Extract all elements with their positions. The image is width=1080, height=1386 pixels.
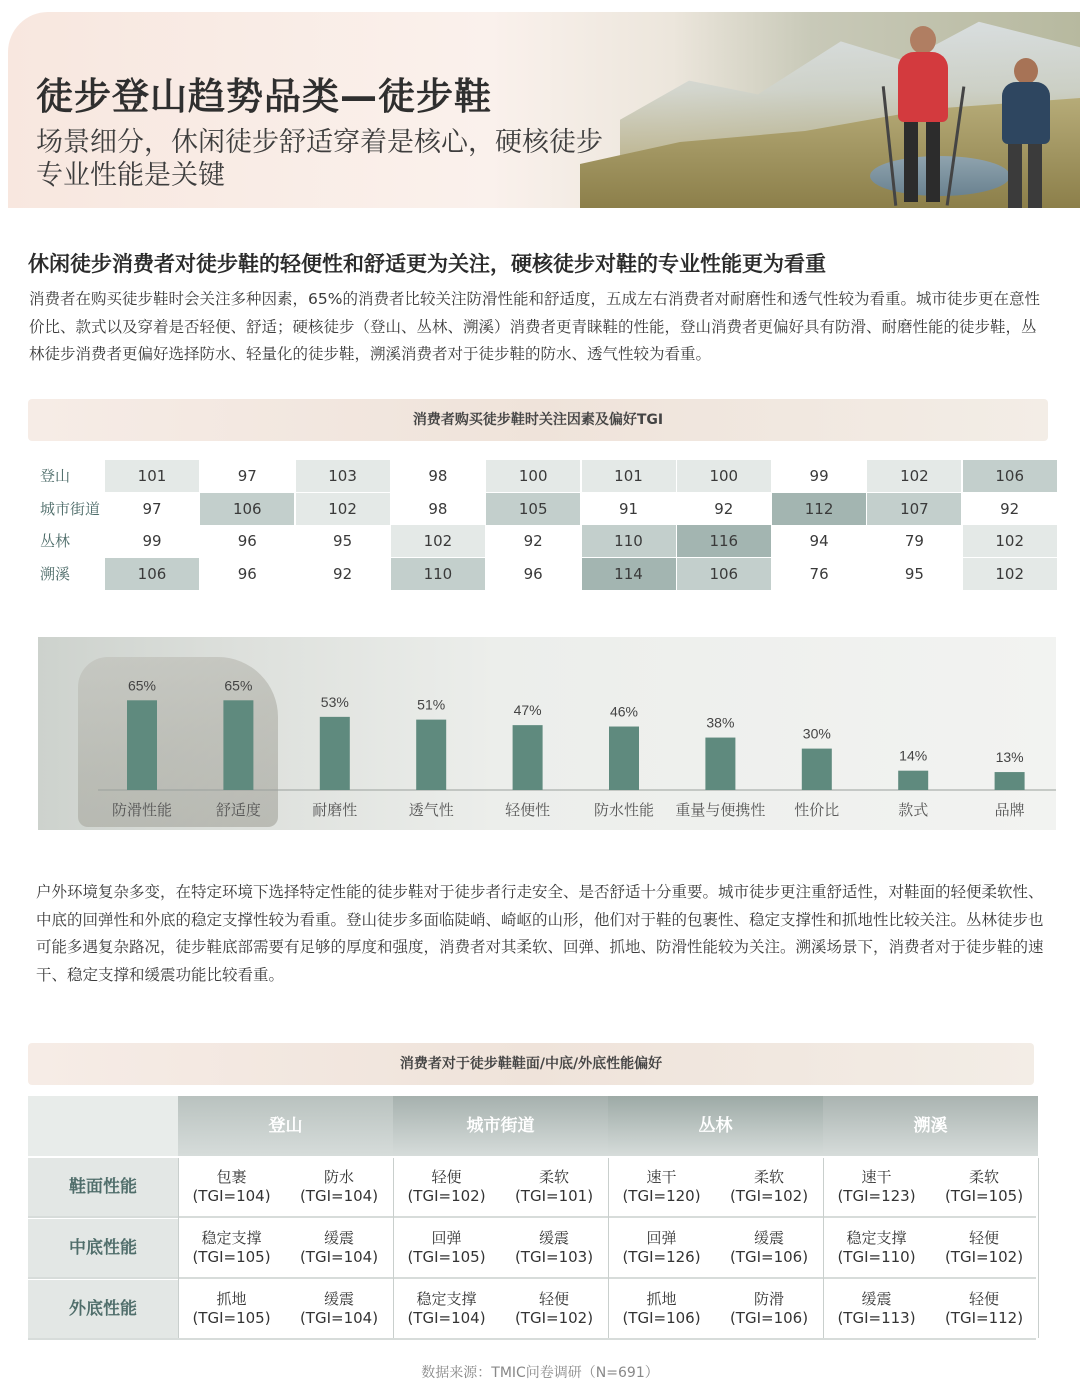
page-title: 徒步登山趋势品类—徒步鞋 [36, 75, 492, 118]
bar [513, 725, 543, 790]
perf-table-title: 消费者对于徒步鞋鞋面/中底/外底性能偏好 [28, 1043, 1034, 1085]
bar [320, 717, 350, 790]
column-divider [823, 1158, 824, 1338]
tgi-row [28, 525, 1060, 557]
x-tick-label: 轻便性 [505, 801, 551, 819]
tgi-cell: 110 [582, 525, 676, 557]
feature-name: 缓震 [323, 1229, 354, 1247]
x-tick-label: 款式 [898, 801, 929, 819]
tgi-value: (TGI=102) [514, 1309, 594, 1327]
tgi-cell: 116 [677, 525, 771, 557]
bar [609, 727, 639, 790]
tgi-value: (TGI=106) [622, 1309, 701, 1327]
feature-name: 稳定支撑 [846, 1229, 907, 1247]
table-cell [823, 1219, 930, 1277]
tgi-value: (TGI=105) [944, 1187, 1024, 1205]
row-divider [28, 1277, 1036, 1279]
tgi-cell: 103 [296, 460, 390, 492]
table-cell [393, 1158, 500, 1216]
x-tick-label: 品牌 [994, 801, 1025, 819]
page-subtitle [36, 126, 676, 192]
tgi-cell: 91 [582, 493, 676, 525]
tgi-cell: 101 [105, 460, 199, 492]
x-tick-label: 舒适度 [215, 801, 261, 819]
feature-name: 防滑 [753, 1290, 784, 1308]
bar-value-label: 30% [802, 725, 831, 742]
tgi-cell: 102 [391, 525, 485, 557]
tgi-cell: 96 [486, 558, 580, 590]
tgi-row-label: 登山 [40, 467, 71, 485]
bar-value-label: 38% [706, 714, 735, 731]
tgi-cell: 92 [486, 525, 580, 557]
tgi-cell: 99 [105, 525, 199, 557]
feature-name: 柔软 [753, 1168, 784, 1186]
tgi-value: (TGI=104) [299, 1309, 379, 1327]
table-cell [178, 1219, 285, 1277]
tgi-cell: 106 [963, 460, 1057, 492]
x-tick-label: 性价比 [794, 801, 840, 819]
table-cell [608, 1158, 715, 1216]
tgi-value: (TGI=104) [192, 1187, 271, 1205]
feature-name: 轻便 [968, 1229, 999, 1247]
tgi-cell: 101 [582, 460, 676, 492]
feature-name: 轻便 [538, 1290, 569, 1308]
tgi-value: (TGI=105) [407, 1248, 486, 1266]
tgi-row [28, 493, 1060, 525]
table-cell [393, 1280, 500, 1338]
bar [127, 700, 157, 790]
x-tick-label: 重量与便携性 [675, 801, 766, 819]
tgi-value: (TGI=113) [837, 1309, 916, 1327]
bar [416, 720, 446, 790]
tgi-value: (TGI=112) [944, 1309, 1024, 1327]
bar-value-label: 65% [127, 677, 157, 694]
row-header: 鞋面性能 [28, 1158, 178, 1216]
tgi-cell: 114 [582, 558, 676, 590]
column-header: 登山 [178, 1096, 393, 1156]
tgi-cell: 96 [200, 525, 294, 557]
bar [223, 700, 253, 790]
tgi-cell: 110 [391, 558, 485, 590]
tgi-value: (TGI=126) [622, 1248, 701, 1266]
tgi-value: (TGI=120) [622, 1187, 701, 1205]
table-cell [286, 1219, 393, 1277]
feature-name: 柔软 [538, 1168, 569, 1186]
feature-name: 缓震 [323, 1290, 354, 1308]
tgi-cell: 102 [963, 525, 1057, 557]
tgi-cell: 99 [772, 460, 866, 492]
bar-value-label: 13% [995, 749, 1024, 766]
feature-name: 缓震 [538, 1229, 569, 1247]
feature-name: 稳定支撑 [201, 1229, 262, 1247]
tgi-value: (TGI=106) [729, 1309, 809, 1327]
tgi-cell: 102 [867, 460, 961, 492]
feature-name: 轻便 [431, 1168, 462, 1186]
tgi-row-label: 城市街道 [40, 499, 101, 518]
tgi-row-label: 丛林 [40, 532, 71, 550]
column-header: 丛林 [608, 1096, 823, 1156]
tgi-cell: 106 [105, 558, 199, 590]
x-tick-label: 防滑性能 [111, 801, 173, 819]
feature-name: 稳定支撑 [416, 1290, 477, 1308]
tgi-cell: 95 [296, 525, 390, 557]
table-cell [286, 1158, 393, 1216]
data-source: 数据来源：TMIC问卷调研（N=691） [421, 1365, 659, 1381]
row-header: 外底性能 [28, 1280, 178, 1338]
table-cell [501, 1280, 608, 1338]
table-cell [716, 1280, 823, 1338]
row-header: 中底性能 [28, 1219, 178, 1277]
table-cell [716, 1158, 823, 1216]
bar-value-label: 53% [320, 693, 349, 710]
feature-name: 回弹 [431, 1229, 462, 1247]
tgi-value: (TGI=101) [514, 1187, 594, 1205]
tgi-cell: 97 [105, 493, 199, 525]
tgi-cell: 92 [296, 558, 390, 590]
bar-value-label: 14% [899, 747, 928, 764]
column-header: 城市街道 [393, 1096, 608, 1156]
tgi-value: (TGI=104) [299, 1187, 379, 1205]
table-cell [501, 1219, 608, 1277]
perf-table [28, 1096, 1036, 1340]
tgi-cell: 107 [867, 493, 961, 525]
tgi-row-label: 溯溪 [40, 564, 71, 583]
row-divider [28, 1216, 1036, 1218]
tgi-value: (TGI=102) [944, 1248, 1024, 1266]
bar-chart [38, 637, 1056, 830]
table-cell [608, 1219, 715, 1277]
row-divider [28, 1338, 1036, 1340]
tgi-cell: 92 [677, 493, 771, 525]
column-divider [1038, 1158, 1039, 1338]
intro-paragraph: 消费者在购买徒步鞋时会关注多种因素，65%的消费者比较关注防滑性能和舒适度，五成左右消费者对耐磨性和透气性较为看重。城市徒步更在意性价比、款式以及穿着是否轻便、舒适；硬核徒步（登山、丛林、溯溪）消费者更青睐鞋的性能，登山消费者更偏好具有防滑、耐磨性能的徒步鞋，丛林徒步消费者更偏好选择防水、轻量化的徒步鞋，溯溪消费者对于徒步鞋的防水、透气性较为看重。 [29, 290, 1040, 363]
tgi-cell: 97 [200, 460, 294, 492]
table-cell [608, 1280, 715, 1338]
table-cell [286, 1280, 393, 1338]
feature-name: 抓地 [646, 1290, 677, 1308]
feature-name: 防水 [323, 1168, 354, 1186]
tgi-cell: 98 [391, 460, 485, 492]
subtitle-line: 场景细分，休闲徒步舒适穿着是核心，硬核徒步 [36, 127, 603, 158]
hiker-photo [996, 58, 1056, 208]
tgi-cell: 94 [772, 525, 866, 557]
section-heading: 休闲徒步消费者对徒步鞋的轻便性和舒适更为关注，硬核徒步对鞋的专业性能更为看重 [28, 252, 826, 276]
table-cell [716, 1219, 823, 1277]
tgi-cell: 102 [296, 493, 390, 525]
tgi-cell: 76 [772, 558, 866, 590]
tgi-value: (TGI=106) [729, 1248, 809, 1266]
table-cell [178, 1280, 285, 1338]
feature-name: 回弹 [646, 1229, 677, 1247]
tgi-table-title: 消费者购买徒步鞋时关注因素及偏好TGI [28, 399, 1048, 441]
x-tick-label: 透气性 [408, 801, 454, 819]
tgi-cell: 79 [867, 525, 961, 557]
table-cell [931, 1158, 1038, 1216]
tgi-value: (TGI=110) [837, 1248, 916, 1266]
tgi-value: (TGI=104) [299, 1248, 379, 1266]
tgi-cell: 100 [677, 460, 771, 492]
column-divider [178, 1158, 179, 1338]
bar [802, 749, 832, 790]
tgi-row [28, 460, 1060, 492]
table-corner [28, 1096, 178, 1156]
tgi-value: (TGI=103) [514, 1248, 594, 1266]
tgi-cell: 92 [963, 493, 1057, 525]
bar-value-label: 51% [417, 696, 446, 713]
bar-chart-panel [38, 637, 1056, 830]
tgi-value: (TGI=105) [192, 1248, 271, 1266]
bar [898, 771, 928, 790]
tgi-value: (TGI=102) [407, 1187, 486, 1205]
bar [995, 772, 1025, 790]
feature-name: 轻便 [968, 1290, 999, 1308]
tgi-value: (TGI=102) [729, 1187, 809, 1205]
table-cell [823, 1280, 930, 1338]
feature-name: 缓震 [861, 1290, 892, 1308]
tgi-value: (TGI=104) [407, 1309, 486, 1327]
tgi-cell: 102 [963, 558, 1057, 590]
feature-name: 缓震 [753, 1229, 784, 1247]
table-cell [178, 1158, 285, 1216]
table-cell [823, 1158, 930, 1216]
tgi-cell: 95 [867, 558, 961, 590]
x-tick-label: 防水性能 [593, 801, 655, 819]
bar [705, 738, 735, 790]
column-divider [608, 1158, 609, 1338]
tgi-cell: 100 [486, 460, 580, 492]
tgi-row [28, 558, 1060, 590]
hiker-photo [888, 26, 958, 206]
feature-name: 速干 [861, 1168, 892, 1186]
tgi-cell: 98 [391, 493, 485, 525]
feature-name: 柔软 [968, 1168, 999, 1186]
tgi-cell: 105 [486, 493, 580, 525]
column-divider [393, 1158, 394, 1338]
tgi-value: (TGI=105) [192, 1309, 271, 1327]
table-cell [393, 1219, 500, 1277]
bar-value-label: 47% [513, 702, 542, 719]
feature-name: 包裹 [216, 1168, 247, 1186]
tgi-cell: 112 [772, 493, 866, 525]
tgi-value: (TGI=123) [837, 1187, 916, 1205]
subtitle-line: 专业性能是关键 [36, 160, 225, 191]
bar-value-label: 65% [224, 677, 253, 694]
tgi-cell: 106 [200, 493, 294, 525]
body-paragraph: 户外环境复杂多变，在特定环境下选择特定性能的徒步鞋对于徒步者行走安全、是否舒适十分重要。城市徒步更注重舒适性，对鞋面的轻便柔软性、中底的回弹性和外底的稳定支撑性较为看重。登山徒步多面临陡峭、崎岖的山形，他们对于鞋的包裹性、稳定支撑性和抓地性比较关注。丛林徒步也可能多遇复杂路况，徒步鞋底部需要有足够的厚度和强度，消费者对其柔软、回弹、抓地、防滑性能较为关注。溯溪场景下，消费者对于徒步鞋的速干、稳定支撑和缓震功能比较看重。 [36, 883, 1044, 984]
column-header: 溯溪 [823, 1096, 1038, 1156]
table-cell [501, 1158, 608, 1216]
feature-name: 速干 [646, 1168, 677, 1186]
x-tick-label: 耐磨性 [312, 801, 358, 819]
feature-name: 抓地 [216, 1290, 247, 1308]
tgi-cell: 96 [200, 558, 294, 590]
bar-value-label: 46% [609, 703, 639, 720]
tgi-cell: 106 [677, 558, 771, 590]
table-cell [931, 1280, 1038, 1338]
table-cell [931, 1219, 1038, 1277]
